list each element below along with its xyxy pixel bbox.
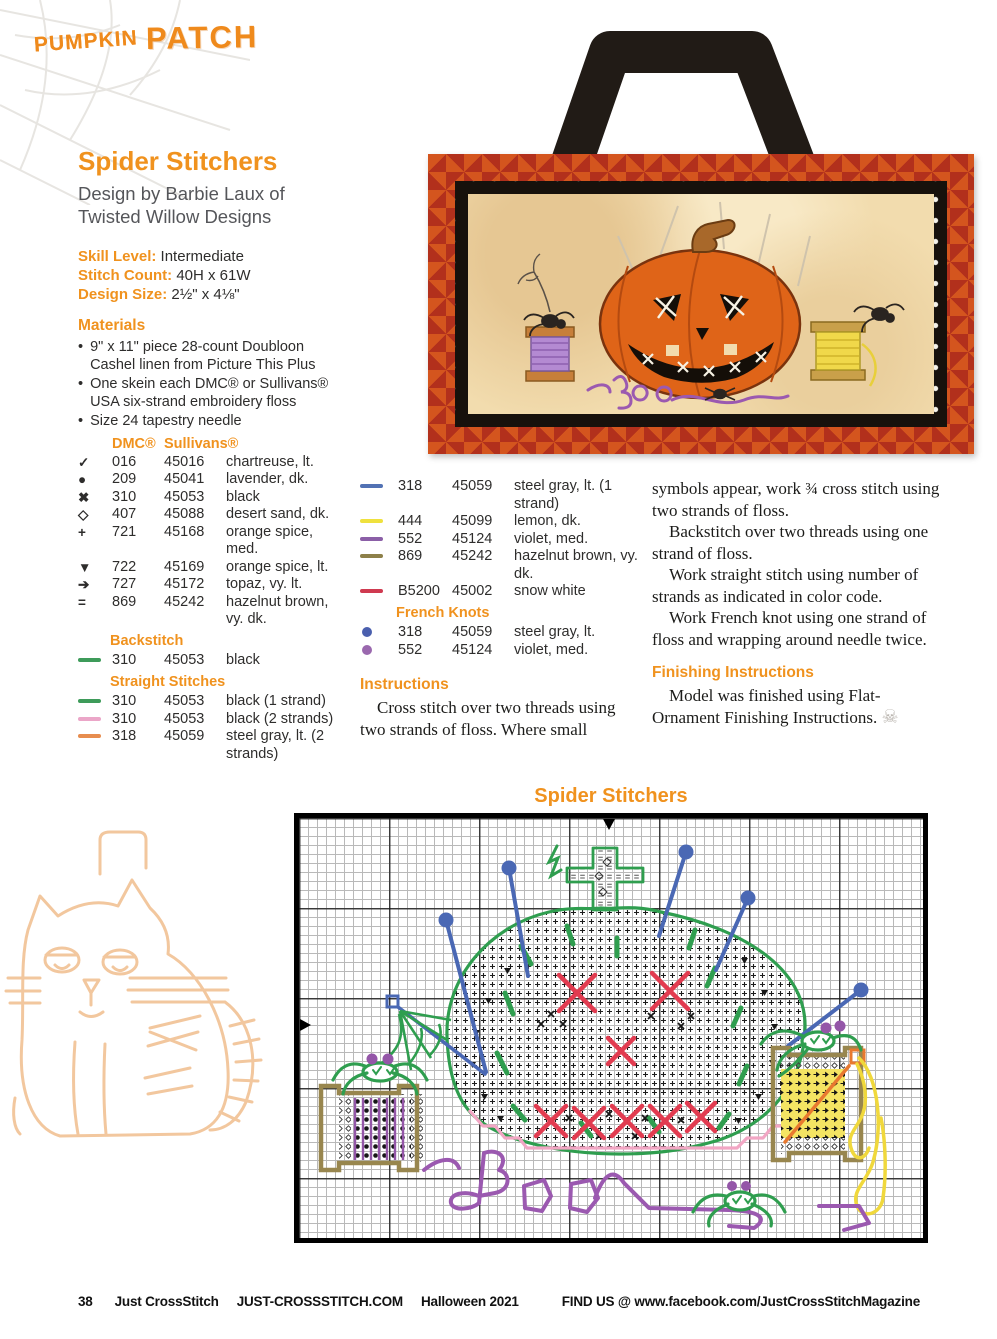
key-row: ◇ 407 45088 desert sand, dk.: [78, 506, 330, 522]
instructions-section: [360, 676, 642, 740]
magazine-website: JUST-CROSSSTITCH.COM: [236, 1294, 403, 1309]
key-row: ✖ 310 45053 black: [78, 488, 260, 505]
page-footer: [78, 1294, 920, 1309]
straight-stitch-row: 318 45059 steel gray, lt. (2 strands): [78, 728, 338, 763]
color-key-middle: [360, 478, 646, 659]
sullivans-column-header: Sullivans®: [164, 436, 239, 452]
skill-level-label: Skill Level:: [78, 248, 157, 265]
instructions-heading: Instructions: [360, 676, 449, 693]
material-item: • Size 24 tapestry needle: [78, 412, 242, 429]
stitched-linen-panel: [468, 194, 934, 414]
line-swatch: [78, 717, 101, 721]
issue-name: Halloween 2021: [420, 1294, 519, 1309]
yellow-spool-motif: [811, 304, 904, 386]
straight-stitch-row: 444 45099 lemon, dk.: [360, 513, 646, 531]
materials-heading: Materials: [78, 317, 146, 334]
instructions-paragraph: symbols appear, work ¾ cross stitch using two strands of floss.: [652, 479, 940, 520]
designer-byline: Design by Barbie Laux of Twisted Willow Designs: [78, 183, 285, 227]
stitched-pumpkin-scene: [468, 194, 934, 414]
stitch-chart: [294, 813, 928, 1243]
color-key-left: [78, 436, 338, 763]
design-size-label: Design Size:: [78, 286, 168, 303]
straight-stitch-row: B5200 45002 snow white: [360, 583, 646, 601]
straight-stitch-row: 869 45242 hazelnut brown, vy. dk.: [360, 548, 646, 583]
ornament-fabric-frame: [428, 154, 974, 454]
stitch-count-label: Stitch Count:: [78, 267, 173, 284]
logo-word-patch: PATCH: [145, 19, 259, 56]
line-swatch: [360, 589, 383, 593]
material-item: • One skein each DMC® or Sullivans® USA six-strand embroidery floss: [78, 375, 329, 410]
key-header-row: [78, 436, 338, 454]
yellow-thread: [850, 1058, 885, 1214]
design-specs: [78, 247, 251, 304]
logo-word-pumpkin: PUMPKIN: [33, 26, 139, 57]
line-swatch: [78, 734, 101, 738]
key-row: ➔ 727 45172 topaz, vy. lt.: [78, 576, 303, 592]
materials-section: [78, 317, 340, 430]
key-row: ▼ 722 45169 orange spice, lt.: [78, 558, 329, 575]
finishing-paragraph: Model was finished using Flat-Ornament Finishing Instructions. ☠: [652, 686, 899, 728]
french-knots-heading: French Knots: [396, 604, 490, 621]
line-swatch: [78, 658, 101, 662]
straight-stitch-row: 318 45059 steel gray, lt. (1 strand): [360, 478, 646, 513]
french-knot-row: 552 45124 violet, med.: [360, 642, 646, 660]
instructions-paragraph: Work French knot using one strand of floss and wrapping around needle twice.: [652, 608, 927, 649]
knot-swatch: [362, 645, 372, 655]
backstitch-heading: Backstitch: [110, 632, 184, 649]
straight-stitch-row: 310 45053 black (2 strands): [78, 711, 338, 729]
stitch-count-value: 40H x 61W: [176, 267, 251, 284]
line-swatch: [78, 699, 101, 703]
chart-title: Spider Stitchers: [534, 785, 688, 807]
instructions-continued: [652, 478, 944, 728]
knot-swatch: [362, 627, 372, 637]
instructions-paragraph: Backstitch over two threads using one strand of floss.: [652, 522, 929, 563]
boo-chart-motif: [424, 1152, 869, 1230]
straight-stitch-row: 552 45124 violet, med.: [360, 531, 646, 549]
left-center-arrow: [300, 1019, 311, 1031]
line-swatch: [360, 554, 383, 558]
key-row: ● 209 45041 lavender, dk.: [78, 471, 309, 487]
instructions-paragraph: Work straight stitch using number of strands as indicated in color code.: [652, 565, 919, 606]
finishing-heading: Finishing Instructions: [652, 664, 814, 681]
line-swatch: [360, 484, 383, 488]
article-title: Spider Stitchers: [78, 146, 278, 176]
key-row: = 869 45242 hazelnut brown, vy. dk.: [78, 593, 329, 627]
french-knot-row: 318 45059 steel gray, lt.: [360, 624, 646, 642]
find-us-link: FIND US @ www.facebook.com/JustCrossStitchMagazine: [561, 1294, 920, 1309]
key-row: + 721 45168 orange spice, med.: [78, 523, 314, 557]
skull-crossbones-icon: ☠: [881, 705, 899, 728]
cat-doodle: [0, 810, 270, 1145]
instructions-paragraph: Cross stitch over two threads using two strands of floss. Where small: [360, 698, 616, 739]
page-number: 38: [78, 1294, 93, 1309]
left-spider-chart: [333, 1063, 427, 1094]
top-center-arrow: [603, 819, 615, 830]
dmc-column-header: DMC®: [112, 436, 156, 452]
purple-spool-motif: [518, 254, 574, 381]
finished-model-photo: [420, 30, 982, 458]
line-swatch: [360, 537, 383, 541]
material-item: • 9" x 11" piece 28-count Doubloon Cashel linen from Picture This Plus: [78, 338, 316, 373]
left-spool-chart-motif: [321, 1054, 427, 1171]
key-row: ✓ 016 45016 chartreuse, lt.: [78, 453, 314, 470]
straight-stitch-row: 310 45053 black (1 strand): [78, 693, 338, 711]
design-size-value: 2½" x 4⅛": [171, 286, 240, 303]
line-swatch: [360, 519, 383, 523]
right-spool-chart-motif: [761, 1021, 885, 1214]
pumpkin-motif: [600, 220, 800, 398]
magazine-name: Just CrossStitch: [114, 1294, 219, 1309]
skill-level-value: Intermediate: [160, 248, 244, 265]
polka-dot-border: [455, 181, 947, 427]
stitch-chart-graphic: [299, 818, 923, 1238]
straight-stitches-heading: Straight Stitches: [110, 673, 226, 690]
section-logo: [34, 20, 258, 56]
backstitch-row: 310 45053 black: [78, 652, 338, 670]
